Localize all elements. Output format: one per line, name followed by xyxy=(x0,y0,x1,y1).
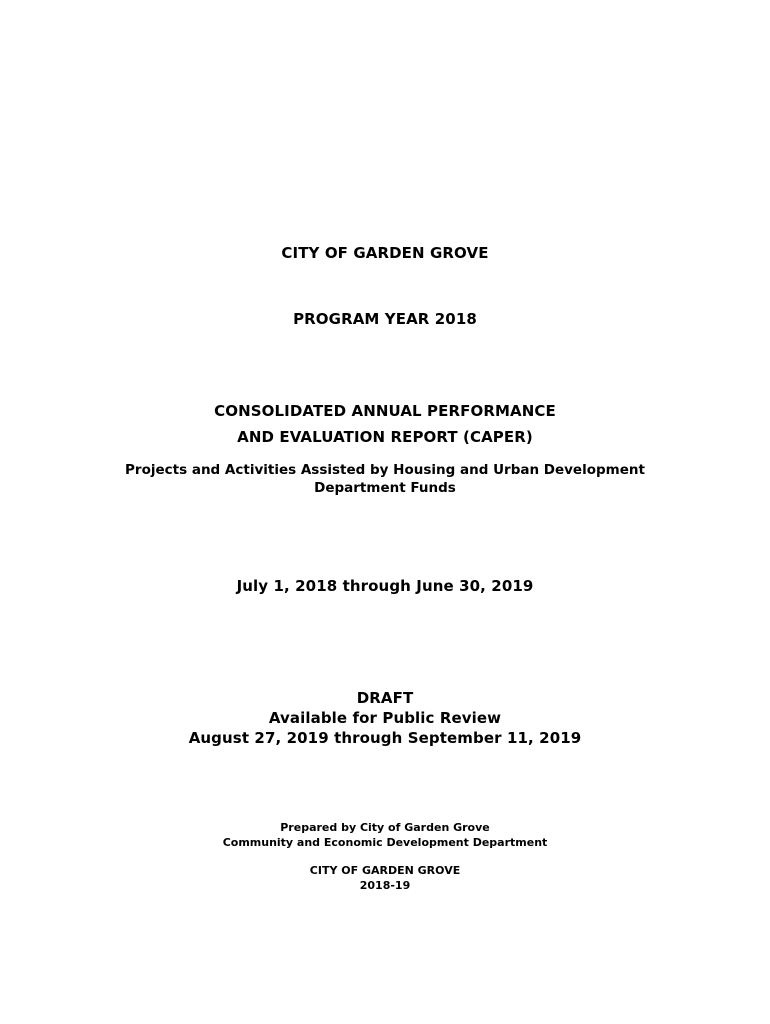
public-review-label: Available for Public Review xyxy=(268,709,502,727)
report-title-line1: CONSOLIDATED ANNUAL PERFORMANCE xyxy=(214,402,556,420)
program-year: PROGRAM YEAR 2018 xyxy=(293,310,477,328)
public-review-period: August 27, 2019 through September 11, 2019 xyxy=(188,729,582,747)
report-title-line2: AND EVALUATION REPORT (CAPER) xyxy=(237,428,533,446)
footer-city: CITY OF GARDEN GROVE xyxy=(309,864,461,877)
reporting-period: July 1, 2018 through June 30, 2019 xyxy=(236,577,534,595)
prepared-by-line2: Community and Economic Development Department xyxy=(222,836,548,849)
subtitle-line2: Department Funds xyxy=(314,480,456,496)
city-title: CITY OF GARDEN GROVE xyxy=(281,244,489,262)
subtitle-line1: Projects and Activities Assisted by Housing and Urban Development xyxy=(125,462,645,478)
prepared-by-line1: Prepared by City of Garden Grove xyxy=(280,821,490,834)
draft-label: DRAFT xyxy=(356,689,414,707)
footer-year: 2018-19 xyxy=(359,879,411,892)
